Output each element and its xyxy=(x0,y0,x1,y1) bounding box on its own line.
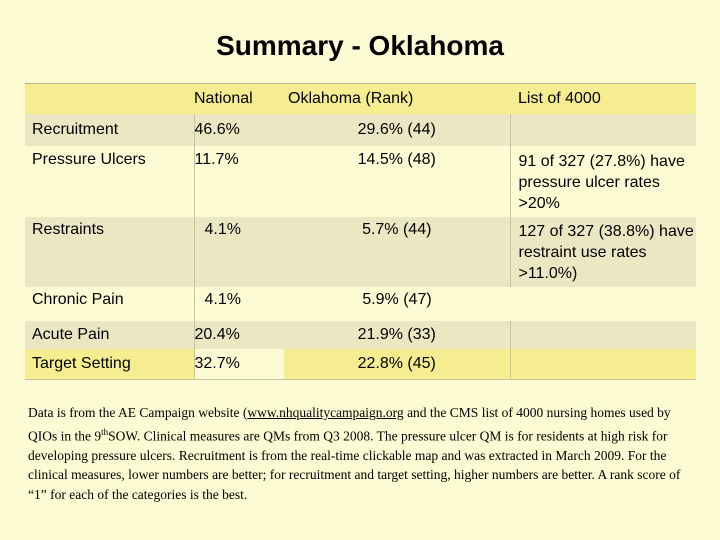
footnote-superscript: th xyxy=(101,426,109,437)
header-oklahoma: Oklahoma (Rank) xyxy=(284,84,510,115)
header-national: National xyxy=(194,84,284,115)
table-row xyxy=(25,287,696,321)
list-value xyxy=(510,349,696,380)
footnote-text: and the CMS list of 4000 nursing homes used by QIOs in the 9 xyxy=(28,405,671,443)
list-value xyxy=(510,321,696,349)
header-list: List of 4000 xyxy=(510,84,696,115)
oklahoma-value: 5.7% (44) xyxy=(284,217,510,287)
national-value: 20.4% xyxy=(194,321,284,349)
row-label: Recruitment xyxy=(25,114,194,146)
footnote-text: Data is from the AE Campaign website ( xyxy=(28,405,248,420)
oklahoma-value: 5.9% (47) xyxy=(284,287,510,321)
national-value: 4.1% xyxy=(194,217,284,287)
national-value: 32.7% xyxy=(194,349,284,380)
table-row xyxy=(25,114,696,146)
list-value: 127 of 327 (38.8%) have restraint use rates >11.0%) xyxy=(510,217,696,287)
campaign-link[interactable]: www.nhqualitycampaign.org xyxy=(247,405,404,420)
list-value xyxy=(510,287,696,321)
page-title: Summary - Oklahoma xyxy=(216,30,504,61)
oklahoma-value: 22.8% (45) xyxy=(284,349,510,380)
row-label: Pressure Ulcers xyxy=(25,146,194,217)
footnote xyxy=(28,403,688,504)
oklahoma-value: 21.9% (33) xyxy=(284,321,510,349)
row-label: Chronic Pain xyxy=(25,287,194,321)
row-label: Restraints xyxy=(25,217,194,287)
table-row xyxy=(25,146,696,217)
oklahoma-value: 29.6% (44) xyxy=(284,114,510,146)
table-header-row xyxy=(25,84,696,115)
row-label: Target Setting xyxy=(25,349,194,380)
summary-table xyxy=(25,83,696,380)
table-row xyxy=(25,321,696,349)
row-label: Acute Pain xyxy=(25,321,194,349)
national-value: 11.7% xyxy=(194,146,284,217)
national-value: 4.1% xyxy=(194,287,284,321)
national-value: 46.6% xyxy=(194,114,284,146)
table-row xyxy=(25,349,696,380)
header-label xyxy=(25,84,194,115)
oklahoma-value: 14.5% (48) xyxy=(284,146,510,217)
footnote-text: SOW. Clinical measures are QMs from Q3 2008. The pressure ulcer QM is for residents at high risk for developing pressure ulcers. Recruitment is from the real-time clickable map and was extracted in March 2009. For the clinical measures, lower numbers are better; for recruitment and target setting, higher numbers are better. A rank score of “1” for each of the categories is the best. xyxy=(28,428,681,502)
list-value xyxy=(510,114,696,146)
list-value: 91 of 327 (27.8%) have pressure ulcer rates >20% xyxy=(510,146,696,217)
table-row xyxy=(25,217,696,287)
